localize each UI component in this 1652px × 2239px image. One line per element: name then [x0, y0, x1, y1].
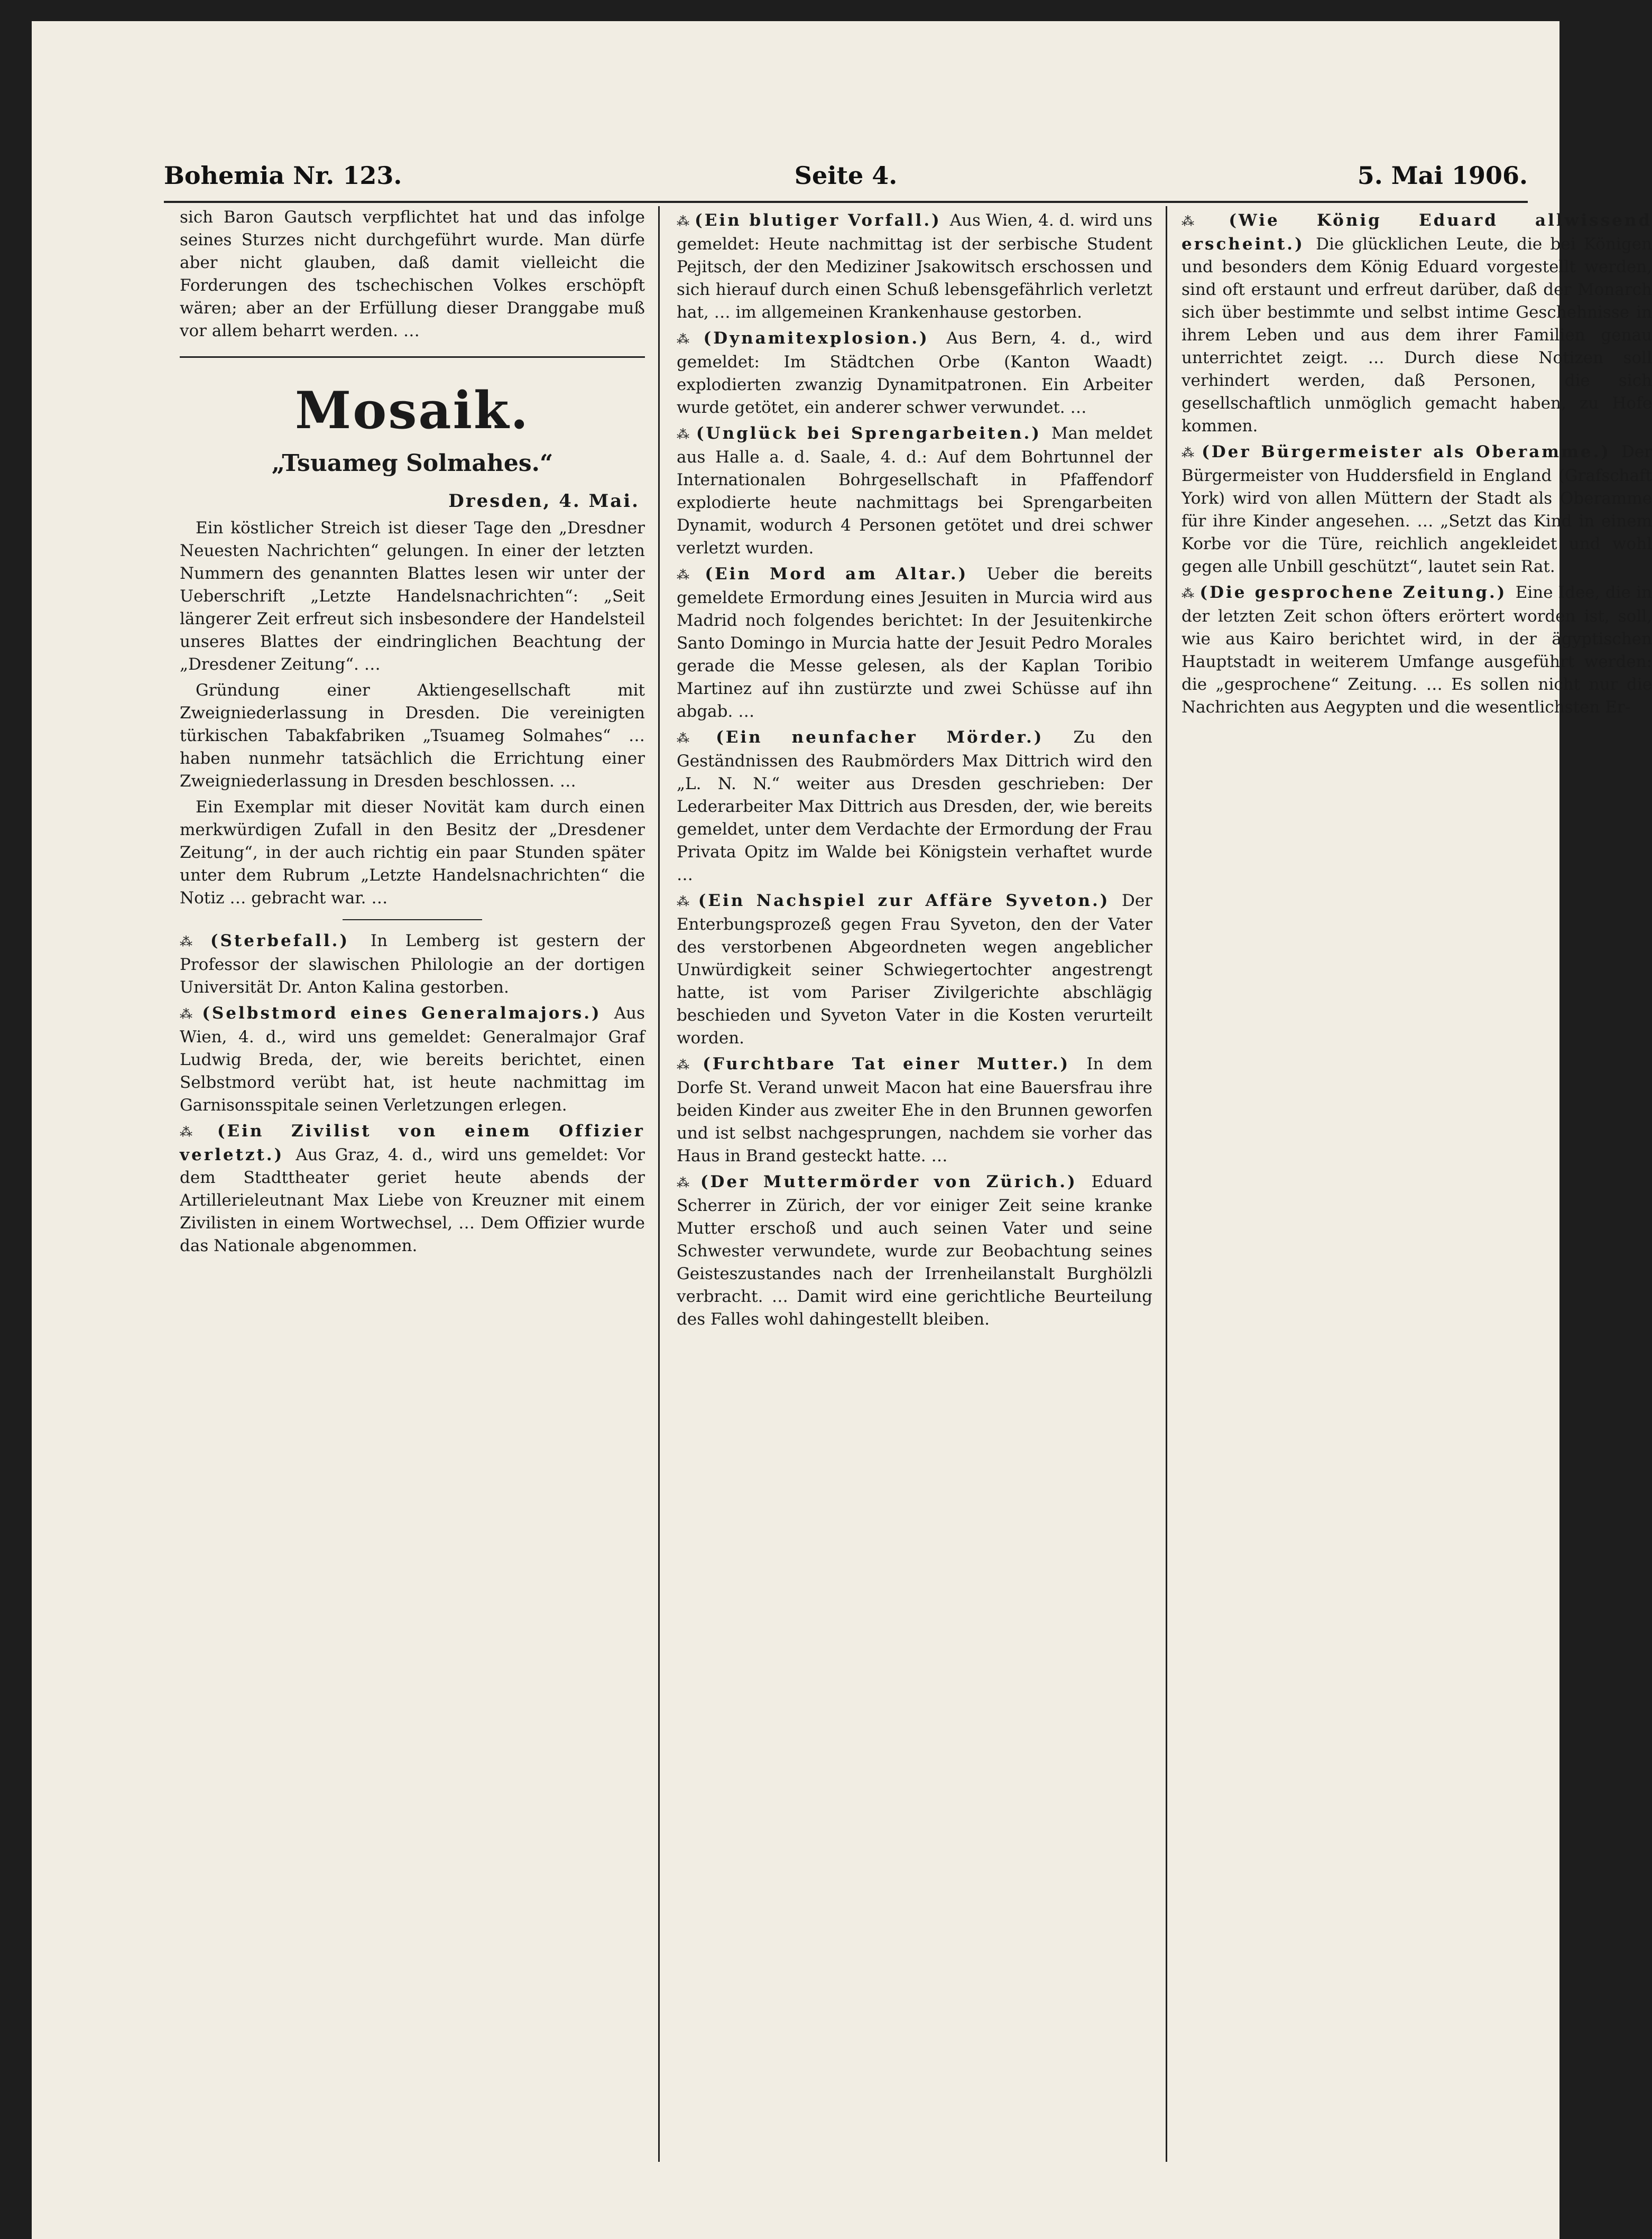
- news-item-title: (Unglück bei Sprengarbeiten.): [696, 424, 1041, 443]
- news-item: [677, 890, 1152, 1050]
- news-item-title: (Ein Nachspiel zur Affäre Syveton.): [698, 891, 1110, 910]
- asterism-icon: ⁂: [1182, 586, 1196, 601]
- news-item: [180, 930, 645, 999]
- asterism-icon: ⁂: [677, 1176, 696, 1190]
- news-item: [677, 422, 1152, 560]
- asterism-icon: ⁂: [677, 427, 692, 442]
- column-divider-1: [658, 206, 660, 2162]
- news-item-title: (Ein neunfacher Mörder.): [716, 728, 1044, 747]
- news-item-body: Ueber die bereits gemeldete Ermordung eines Jesuiten in Murcia wird aus Madrid noch folgendes berichtet: In der Jesuitenkirche Santo Domingo in Murcia hatte der Jesuit Pedro Morales gerade die Messe gelesen, als der Kaplan Toribio Martinez auf ihn zustürzte und zwei Schüsse auf ihn abgab. …: [677, 565, 1153, 721]
- news-item: [677, 726, 1152, 886]
- story-paragraph: Ein Exemplar mit dieser Novität kam durch einen merkwürdigen Zufall in den Besitz der „Dresdener Zeitung“, in der auch richtig ein paar Stunden später unter dem Rubrum „Letzte Handelsnachrichten“ die Notiz … gebracht war. …: [180, 798, 645, 908]
- dateline: Dresden, 4. Mai.: [448, 491, 640, 512]
- news-item: [677, 1171, 1152, 1331]
- news-item-body: Aus Wien, 4. d., wird uns gemeldet: Generalmajor Graf Ludwig Breda, der, wie bereits berichtet, einen Selbstmord verübt hat, ist heute nachmittag im Garnisonsspitale seinen Verletzungen erlegen.: [180, 1004, 645, 1115]
- news-item: [1182, 441, 1652, 578]
- story-end-rule: [343, 919, 482, 920]
- news-item-body: In Lemberg ist gestern der Professor der slawischen Philologie an der dortigen Universität Dr. Anton Kalina gestorben.: [180, 931, 645, 997]
- news-item-body: Eduard Scherrer in Zürich, der vor einiger Zeit seine kranke Mutter erschoß und auch seinen Vater und seine Schwester verwundete, wurde zur Beobachtung seines Geisteszustandes nach der Irrenheilanstalt Burghölzli verbracht. … Damit wird eine gerichtliche Beurteilung des Falles wohl dahingestellt bleiben.: [677, 1172, 1153, 1329]
- news-item-body: Man meldet aus Halle a. d. Saale, 4. d.: Auf dem Bohrtunnel der Internationalen Bohrgesellschaft in Pfaffendorf explodierte heute nachmittags bei Sprengarbeiten Dynamit, wodurch 4 Personen getötet und drei schwer verletzt wurden.: [677, 424, 1152, 558]
- news-item-body: Aus Graz, 4. d., wird uns gemeldet: Vor dem Stadttheater geriet heute abends der Artillerieleutnant Max Liebe von Kreuzner mit einem Zivilisten in einem Wortwechsel, … Dem Offizier wurde das Nationale abgenommen.: [180, 1145, 645, 1255]
- story-quote-paragraph: Gründung einer Aktiengesellschaft mit Zweigniederlassung in Dresden. Die vereinigten türkischen Tabakfabriken „Tsuameg Solmahes“ … haben nunmehr tatsächlich die Errichtung einer Zweigniederlassung in Dresden beschlossen. …: [180, 681, 645, 791]
- news-item: [180, 1002, 645, 1117]
- asterism-icon: ⁂: [1182, 446, 1198, 460]
- asterism-icon: ⁂: [1182, 214, 1225, 229]
- asterism-icon: ⁂: [677, 731, 712, 746]
- news-item-title: (Der Bürgermeister als Oberamme.): [1202, 442, 1611, 461]
- newspaper-page: [32, 21, 1652, 2239]
- story-paragraph: Ein köstlicher Streich ist dieser Tage den „Dresdner Neuesten Nachrichten“ gelungen. In einer der letzten Nummern des genannten Blattes lesen wir unter der Ueberschrift „Letzte Handelsnachrichten“: „Seit längerer Zeit erfreut sich insbesondere der Handelsteil unseres Blattes der eindringlichen Beachtung der „Dresdener Zeitung“. …: [180, 519, 645, 674]
- page-number: Seite 4.: [794, 161, 898, 190]
- news-item: [1182, 209, 1652, 438]
- news-item: [677, 327, 1152, 419]
- asterism-icon: ⁂: [180, 935, 206, 949]
- news-item: [677, 1053, 1152, 1168]
- news-item-title: (Ein Mord am Altar.): [705, 565, 968, 584]
- news-item-title: (Ein Zivilist von einem Offizier verletzt.): [180, 1122, 645, 1164]
- section-title: Mosaik.: [295, 381, 530, 440]
- news-item-body: Aus Wien, 4. d. wird uns gemeldet: Heute nachmittag ist der serbische Student Pejitsch, der den Mediziner Jsakowitsch erschossen und sich hierauf durch einen Schuß lebensgefährlich verletzt hat, … im allgemeinen Krankenhause gestorben.: [677, 211, 1153, 322]
- asterism-icon: ⁂: [180, 1125, 213, 1140]
- news-item: [677, 209, 1152, 324]
- news-item: [677, 563, 1152, 723]
- asterism-icon: ⁂: [677, 332, 699, 347]
- column-1: [180, 206, 645, 2162]
- page-header: [164, 156, 1528, 198]
- news-item-body: Der Enterbungsprozeß gegen Frau Syveton, den der Vater des verstorbenen Abgeordneten wegen angeblicher Unwürdigkeit seiner Schwiegertochter angestrengt hatte, ist vom Pariser Zivilgerichte abschlägig beschieden und Syveton Vater in die Kosten verurteilt worden.: [677, 891, 1152, 1048]
- news-item-body: Zu den Geständnissen des Raubmörders Max Dittrich wird den „L. N. N.“ weiter aus Dresden geschrieben: Der Lederarbeiter Max Dittrich aus Dresden, der, wie bereits gemeldet, unter dem Verdachte der Ermordung der Frau Privata Opitz im Walde bei Königstein verhaftet wurde …: [677, 728, 1153, 884]
- issue-date: 5. Mai 1906.: [1357, 161, 1528, 190]
- intro-paragraph: sich Baron Gautsch verpflichtet hat und das infolge seines Sturzes nicht durchgeführt wurde. Man dürfe aber nicht glauben, daß damit vielleicht die Forderungen des tschechischen Volkes erschöpft wären; aber an der Erfüllung dieser Dranggabe muß vor allem beharrt werden. …: [180, 208, 645, 340]
- column-2: [677, 206, 1152, 2162]
- asterism-icon: ⁂: [677, 568, 701, 582]
- news-item-title: (Sterbefall.): [210, 931, 350, 950]
- story-title: „Tsuameg Solmahes.“: [271, 450, 553, 477]
- news-item-body: In dem Dorfe St. Verand unweit Macon hat eine Bauersfrau ihre beiden Kinder aus zweiter Ehe in den Brunnen geworfen und ist selbst nachgesprungen, nachdem sie vorher das Haus in Brand gesteckt hatte. …: [677, 1054, 1152, 1165]
- news-item: [1182, 581, 1652, 719]
- column-divider-2: [1166, 206, 1167, 2162]
- column-3: [1182, 206, 1652, 2162]
- section-rule: [180, 356, 645, 358]
- news-item-title: (Furchtbare Tat einer Mutter.): [703, 1054, 1070, 1074]
- news-item-title: (Dynamitexplosion.): [703, 329, 929, 348]
- asterism-icon: ⁂: [677, 894, 694, 909]
- news-item-body: Eine Idee, die in der letzten Zeit schon öfters erörtert worden ist, soll, wie aus Kairo berichtet wird, in der ägyptischen Hauptstadt in weiterem Umfange ausgeführt werden: die „gesprochene“ Zeitung. … Es sollen nicht nur die Nachrichten aus Aegypten und die wesentlichsten Er-: [1182, 583, 1652, 717]
- newspaper-issue: Bohemia Nr. 123.: [164, 161, 402, 190]
- news-item: [180, 1120, 645, 1257]
- news-item-title: (Der Muttermörder von Zürich.): [700, 1172, 1077, 1191]
- news-item-body: Aus Bern, 4. d., wird gemeldet: Im Städtchen Orbe (Kanton Waadt) explodierten zwanzig Dynamitpatronen. Ein Arbeiter wurde getötet, ein anderer schwer verwundet. …: [677, 329, 1153, 417]
- news-item-title: (Selbstmord eines Generalmajors.): [202, 1004, 602, 1023]
- news-item-body: Der Bürgermeister von Huddersfield in England (Grafschaft York) wird von allen Müttern der Stadt als Oberamme für ihre Kinder angesehen. … „Setzt das Kind in einem Korbe vor die Türe, reichlich angekleidet und wohl gegen alle Unbill geschützt“, lautet sein Rat.: [1182, 442, 1652, 576]
- news-item-title: (Die gesprochene Zeitung.): [1199, 583, 1507, 602]
- asterism-icon: ⁂: [677, 1058, 699, 1072]
- news-item-body: Die glücklichen Leute, die bei Königen und besonders dem König Eduard vorgestellt werden, sind oft erstaunt und erfreut darüber, daß der Monarch sich über bestimmte und selbst intime Geschehnisse in ihrem Leben und aus dem ihrer Familien genau unterrichtet zeigt. … Durch diese Notizen soll verhindert werden, daß Personen, die sich gesellschaftlich unmöglich gemacht haben, zu Hofe kommen.: [1182, 235, 1652, 436]
- news-item-title: (Ein blutiger Vorfall.): [695, 211, 942, 230]
- asterism-icon: ⁂: [677, 214, 691, 229]
- asterism-icon: ⁂: [180, 1007, 198, 1022]
- news-item-title: (Wie König Eduard allwissend erscheint.): [1182, 211, 1652, 254]
- header-rule: [164, 201, 1528, 203]
